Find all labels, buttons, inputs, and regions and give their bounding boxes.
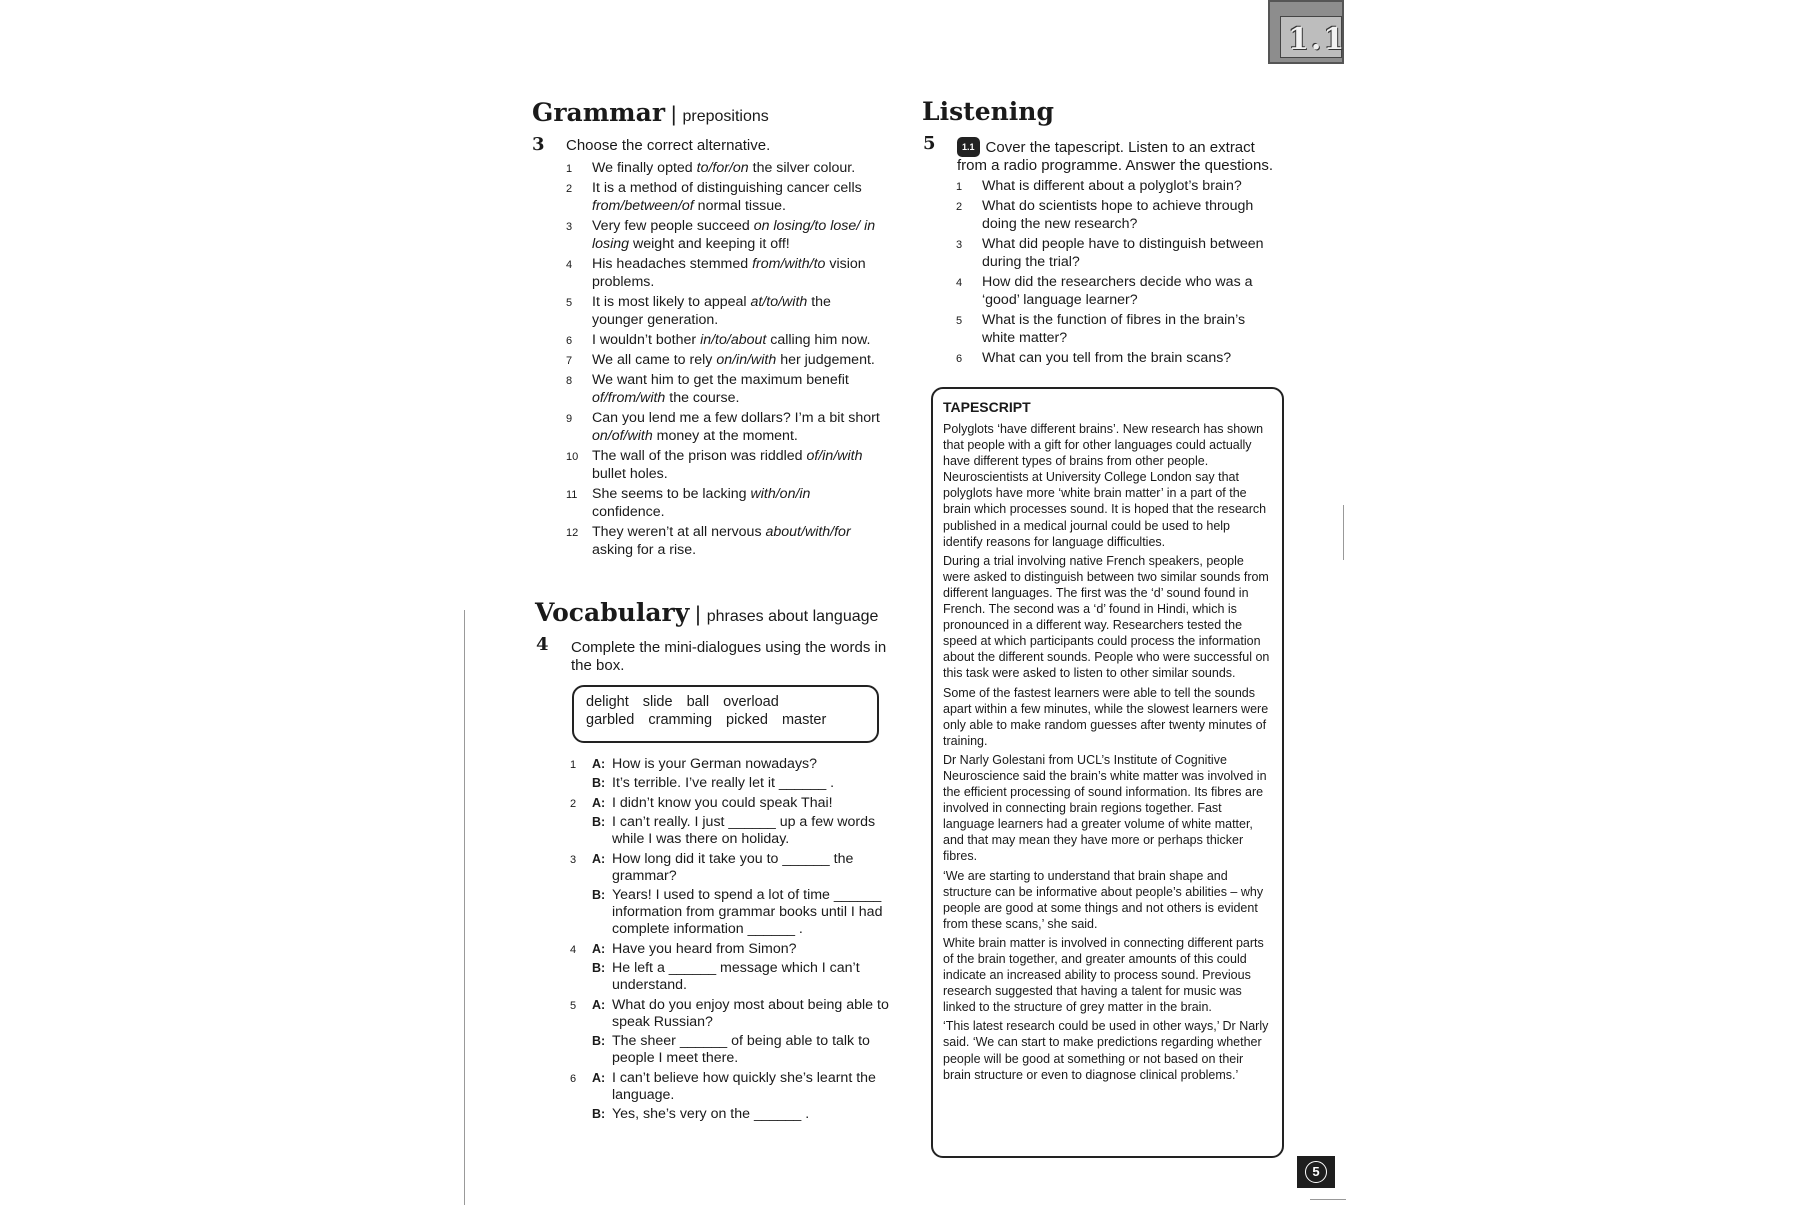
speaker-label: B: <box>592 1034 606 1048</box>
tapescript-paragraph: White brain matter is involved in connecting different parts of the brain together, and greater amounts of this could indicate an increased ability to process sound. Previous research suggested that having a talent for music was linked to the structure of grey matter in the brain. <box>943 935 1264 1015</box>
item-text: It is most likely to appeal at/to/with the younger generation. <box>592 294 831 328</box>
word-box <box>572 685 879 743</box>
grammar-items-list <box>566 159 886 561</box>
grammar-item <box>566 255 886 291</box>
speaker-label: A: <box>592 757 606 771</box>
tapescript-paragraph: Some of the fastest learners were able to tell the sounds apart within a few minutes, while the slowest learners were only able to make random guesses after twenty minutes of training. <box>943 685 1269 748</box>
item-number: 6 <box>566 335 573 347</box>
item-number: 4 <box>956 277 963 289</box>
grammar-item <box>566 293 886 329</box>
item-text: We want him to get the maximum benefit of/from/with the course. <box>592 372 849 406</box>
dialogue-line <box>592 941 900 958</box>
item-number: 8 <box>566 375 573 387</box>
speaker-label: A: <box>592 852 606 866</box>
item-number: 5 <box>956 315 963 327</box>
dialogue-number: 2 <box>570 798 577 810</box>
unit-number: 1.1 <box>1288 22 1347 57</box>
vocabulary-title: Vocabulary <box>535 598 690 627</box>
dialogue-number: 3 <box>570 854 577 866</box>
item-text: We all came to rely on/in/with her judgement. <box>592 352 875 368</box>
dialogue-line <box>592 1106 900 1123</box>
item-text: What can you tell from the brain scans? <box>982 350 1232 366</box>
dialogue-text: It’s terrible. I’ve really let it ______ . <box>612 775 835 791</box>
item-text: The wall of the prison was riddled of/in/with bullet holes. <box>592 448 863 482</box>
heading-divider: | <box>695 603 701 626</box>
item-text: Can you lend me a few dollars? I’m a bit short on/of/with money at the moment. <box>592 410 880 444</box>
dialogue-text: He left a ______ message which I can’t understand. <box>612 960 860 993</box>
grammar-item <box>566 409 886 445</box>
tapescript-box <box>931 387 1284 1158</box>
tapescript-paragraph: Dr Narly Golestani from UCL’s Institute of Cognitive Neuroscience said the brain’s white matter was involved in the efficient processing of sound information. Its fibres are involved in connecting brain regions together. Fast language learners had a greater volume of white matter, and that may mean they have more or perhaps thicker fibres. <box>943 752 1267 864</box>
word-box-word: delight <box>586 694 629 710</box>
word-box-row <box>586 693 865 711</box>
grammar-subtitle: prepositions <box>682 108 769 125</box>
item-number: 3 <box>566 221 573 233</box>
unit-tab <box>1268 0 1347 64</box>
item-number: 7 <box>566 355 573 367</box>
word-box-word: ball <box>686 694 710 710</box>
grammar-item <box>566 371 886 407</box>
listening-question <box>956 177 1281 195</box>
dialogue <box>570 941 900 994</box>
item-text: She seems to be lacking with/on/in confidence. <box>592 486 811 520</box>
item-number: 2 <box>566 183 573 195</box>
speaker-label: B: <box>592 776 606 790</box>
listening-instruction-text: Cover the tapescript. Listen to an extract from a radio programme. Answer the questions. <box>957 139 1273 174</box>
item-number: 12 <box>566 527 579 539</box>
dialogue-number: 1 <box>570 759 577 771</box>
word-box-row <box>586 711 865 729</box>
tapescript-paragraph: Polyglots ‘have different brains’. New research has shown that people with a gift for other languages could actually have different types of brains from other people. Neuroscientists at University College London say that polyglots have more ‘white brain matter’ in a part of the brain which processes sound. It is hoped that the research published in a medical journal could be used to help identify reasons for language difficulties. <box>943 422 1267 549</box>
dialogue-line <box>592 1033 900 1067</box>
dialogue-text: I didn’t know you could speak Thai! <box>612 795 833 811</box>
item-number: 6 <box>956 353 963 365</box>
page-number: 5 <box>1305 1161 1327 1183</box>
word-box-word: slide <box>642 694 673 710</box>
speaker-label: B: <box>592 815 606 829</box>
tapescript-paragraph: During a trial involving native French speakers, people were asked to distinguish between two similar sounds from different languages. The first was the ‘d’ sound found in French. The second was a ‘d’ found in Hindi, which is pronounced in a different way. Researchers tested the speed at which participants could process the information about the different sounds. People who were successful on this task were asked to listen to other similar sounds. <box>943 553 1270 681</box>
speaker-label: A: <box>592 796 606 810</box>
item-text: What did people have to distinguish between during the trial? <box>982 236 1264 270</box>
dialogue-number: 5 <box>570 1000 577 1012</box>
grammar-item <box>566 179 886 215</box>
listening-question <box>956 349 1281 367</box>
dialogue-line <box>592 1070 900 1104</box>
item-text: It is a method of distinguishing cancer cells from/between/of normal tissue. <box>592 180 862 214</box>
item-number: 5 <box>566 297 573 309</box>
dialogue-number: 4 <box>570 944 577 956</box>
grammar-item <box>566 331 886 349</box>
dialogue <box>570 997 900 1067</box>
item-text: Very few people succeed on losing/to lose/ in losing weight and keeping it off! <box>592 218 876 252</box>
scan-edge-left <box>464 610 465 1205</box>
word-box-word: master <box>781 712 827 728</box>
dialogue <box>570 1070 900 1123</box>
item-number: 9 <box>566 413 573 425</box>
dialogue-text: How is your German nowadays? <box>612 756 818 772</box>
tapescript-body <box>943 421 1270 1083</box>
dialogue-text: Yes, she’s very on the ______ . <box>612 1106 810 1122</box>
grammar-item <box>566 523 886 559</box>
dialogue-text: How long did it take you to ______ the grammar? <box>612 851 854 884</box>
tapescript-paragraph: ‘This latest research could be used in other ways,’ Dr Narly said. ‘We can start to make predictions regarding whether people will be good at something or not based on their brain structure or even to diagnose clinical problems.’ <box>943 1019 1269 1082</box>
word-box-word: cramming <box>648 712 713 728</box>
dialogue-line <box>592 775 900 792</box>
dialogue-line <box>592 851 900 885</box>
grammar-item <box>566 351 886 369</box>
exercise-3-number: 3 <box>532 134 545 155</box>
vocabulary-subtitle: phrases about language <box>706 608 879 625</box>
item-number: 11 <box>566 489 578 501</box>
tapescript-title: TAPESCRIPT <box>943 399 1031 415</box>
item-number: 10 <box>566 451 579 463</box>
listening-question <box>956 197 1281 233</box>
item-text: His headaches stemmed from/with/to vision problems. <box>592 256 866 290</box>
item-number: 4 <box>566 259 573 271</box>
word-box-word: picked <box>726 712 768 728</box>
dialogue-line <box>592 887 900 938</box>
listening-question <box>956 273 1281 309</box>
heading-divider: | <box>671 103 677 126</box>
listening-question <box>956 311 1281 347</box>
tapescript-paragraph: ‘We are starting to understand that brain shape and structure can be informative about people’s abilities – why people are good at some things and not others is evident from these scans,’ she said. <box>943 868 1264 931</box>
dialogue-text: I can’t really. I just ______ up a few words while I was there on holiday. <box>612 814 876 847</box>
exercise-5-number: 5 <box>923 133 936 154</box>
listening-title: Listening <box>922 97 1054 126</box>
item-text: We finally opted to/for/on the silver colour. <box>592 160 856 176</box>
vocabulary-heading <box>535 598 878 627</box>
word-box-word: overload <box>723 694 779 710</box>
word-box-word: garbled <box>586 712 635 728</box>
listening-question <box>956 235 1281 271</box>
item-text: What is the function of fibres in the brain’s white matter? <box>982 312 1246 346</box>
audio-track-badge: 1.1 <box>957 137 980 157</box>
dialogue-line <box>592 814 900 848</box>
vocabulary-instruction: Complete the mini-dialogues using the words in the box. <box>571 639 887 674</box>
speaker-label: A: <box>592 998 606 1012</box>
dialogue-text: What do you enjoy most about being able to speak Russian? <box>612 997 889 1030</box>
dialogues-list <box>570 756 900 1126</box>
dialogue-line <box>592 960 900 994</box>
listening-questions-list <box>956 177 1281 369</box>
dialogue-text: The sheer ______ of being able to talk to people I meet there. <box>612 1033 870 1066</box>
grammar-item <box>566 485 886 521</box>
grammar-title: Grammar <box>532 98 665 127</box>
grammar-item <box>566 447 886 483</box>
dialogue-line <box>592 756 900 773</box>
item-text: What do scientists hope to achieve through doing the new research? <box>982 198 1254 232</box>
dialogue-text: Have you heard from Simon? <box>612 941 797 957</box>
scan-edge-right <box>1343 505 1344 560</box>
dialogue <box>570 795 900 848</box>
dialogue-line <box>592 795 900 812</box>
grammar-instruction: Choose the correct alternative. <box>566 137 771 154</box>
item-number: 1 <box>566 163 573 175</box>
item-number: 3 <box>956 239 963 251</box>
grammar-item <box>566 159 886 177</box>
item-number: 2 <box>956 201 963 213</box>
dialogue <box>570 851 900 938</box>
listening-heading <box>922 97 1054 126</box>
speaker-label: B: <box>592 961 606 975</box>
item-text: What is different about a polyglot’s brain? <box>982 178 1242 194</box>
grammar-heading <box>532 98 769 127</box>
item-number: 1 <box>956 181 963 193</box>
speaker-label: B: <box>592 888 606 902</box>
grammar-item <box>566 217 886 253</box>
exercise-4-number: 4 <box>536 634 549 655</box>
dialogue-number: 6 <box>570 1073 577 1085</box>
speaker-label: A: <box>592 1071 606 1085</box>
speaker-label: A: <box>592 942 606 956</box>
page-number-badge <box>1297 1156 1335 1188</box>
speaker-label: B: <box>592 1107 606 1121</box>
item-text: How did the researchers decide who was a ‘good’ language learner? <box>982 274 1253 308</box>
dialogue-text: Years! I used to spend a lot of time ______ information from grammar books until I had complete information ______ . <box>612 887 883 937</box>
dialogue-line <box>592 997 900 1031</box>
dialogue-text: I can’t believe how quickly she’s learnt the language. <box>612 1070 876 1103</box>
item-text: They weren’t at all nervous about/with/for asking for a rise. <box>592 524 851 558</box>
item-text: I wouldn’t bother in/to/about calling him now. <box>592 332 871 348</box>
listening-instruction <box>957 137 1287 175</box>
dialogue <box>570 756 900 792</box>
